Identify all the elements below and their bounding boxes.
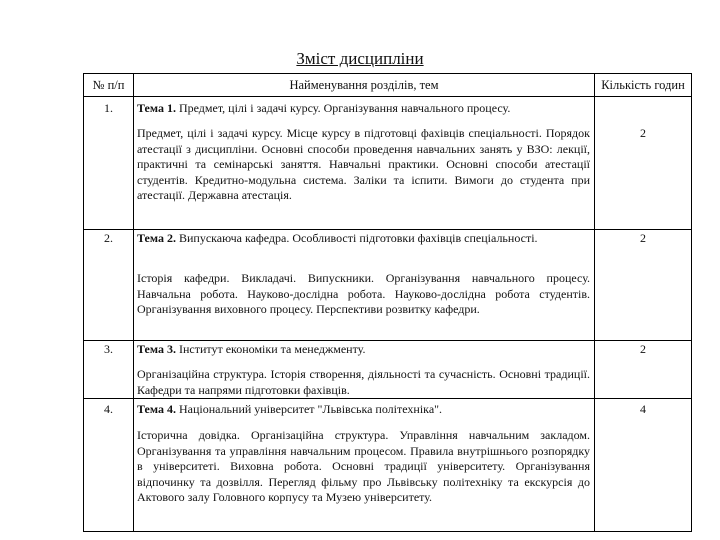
- row-number: 2.: [104, 231, 113, 245]
- table-border-bottom: [83, 531, 692, 532]
- topic-title: Випускаюча кафедра. Особливості підготовки фахівців спеціальності.: [175, 231, 538, 245]
- header-number: № п/п: [92, 78, 125, 92]
- topic-label: Тема 3.: [137, 342, 176, 356]
- topic-heading: [137, 101, 592, 117]
- topic-title: Національний університет "Львівська політехніка".: [175, 402, 443, 416]
- topic-heading: [137, 231, 590, 247]
- row-number: 1.: [104, 101, 113, 115]
- topic-label: Тема 2.: [137, 231, 176, 245]
- table-border-left: [83, 73, 84, 532]
- row-line-2: [83, 340, 692, 341]
- topic-heading: [137, 342, 592, 358]
- table-border-right: [691, 73, 692, 532]
- table-border-top: [83, 73, 692, 74]
- topic-description: Предмет, цілі і задачі курсу. Місце курсу в підготовці фахівців спеціальності. Порядок атестації з дисципліни. Основні способи проведення навчальних занять у ВЗО: лекції, практичні та семінарські заняття. Навчальні практики. Основні способи атестації студентів. Кредитно-модульна система. Заліки та іспити. Вимоги до студента при атестації. Державна атестація.: [137, 126, 590, 203]
- header-hours: Кількість годин: [601, 78, 685, 92]
- header-section-name: Найменування розділів, тем: [289, 78, 439, 92]
- hours-value: 2: [640, 126, 646, 140]
- col-divider-1: [133, 73, 134, 532]
- row-line-1: [83, 229, 692, 230]
- col-divider-2: [594, 73, 595, 532]
- page-title: Зміст дисципліни: [296, 49, 424, 68]
- topic-description: Історія кафедри. Викладачі. Випускники. Організування навчального процесу. Навчальна робота. Науково-дослідна робота. Науково-дослідна робота студентів. Організування виховного процесу. Перспективи розвитку кафедри.: [137, 271, 590, 317]
- topic-title: Предмет, цілі і задачі курсу. Організування навчального процесу.: [175, 101, 511, 115]
- topic-heading: [137, 402, 592, 418]
- topic-label: Тема 1.: [137, 101, 176, 115]
- topic-label: Тема 4.: [137, 402, 176, 416]
- hours-value: 4: [640, 402, 646, 416]
- row-number: 4.: [104, 402, 113, 416]
- topic-title: Інститут економіки та менеджменту.: [175, 342, 366, 356]
- topic-description: Історична довідка. Організаційна структура. Управління навчальним закладом. Організування та управління навчальним процесом. Правила внутрішнього розпорядку в університеті. Виховна робота. Основні традиції університету. Організування відпочинку та дозвілля. Перегляд фільму про Львівську політехніку та екскурсія до Актового залу Головного корпусу та Музею університету.: [137, 428, 590, 505]
- header-bottom-line: [83, 96, 692, 97]
- hours-value: 2: [640, 231, 646, 245]
- topic-description: Організаційна структура. Історія створення, діяльності та сучасність. Основні традиції. Кафедри та напрями підготовки фахівців.: [137, 367, 590, 397]
- hours-value: 2: [640, 342, 646, 356]
- row-number: 3.: [104, 342, 113, 356]
